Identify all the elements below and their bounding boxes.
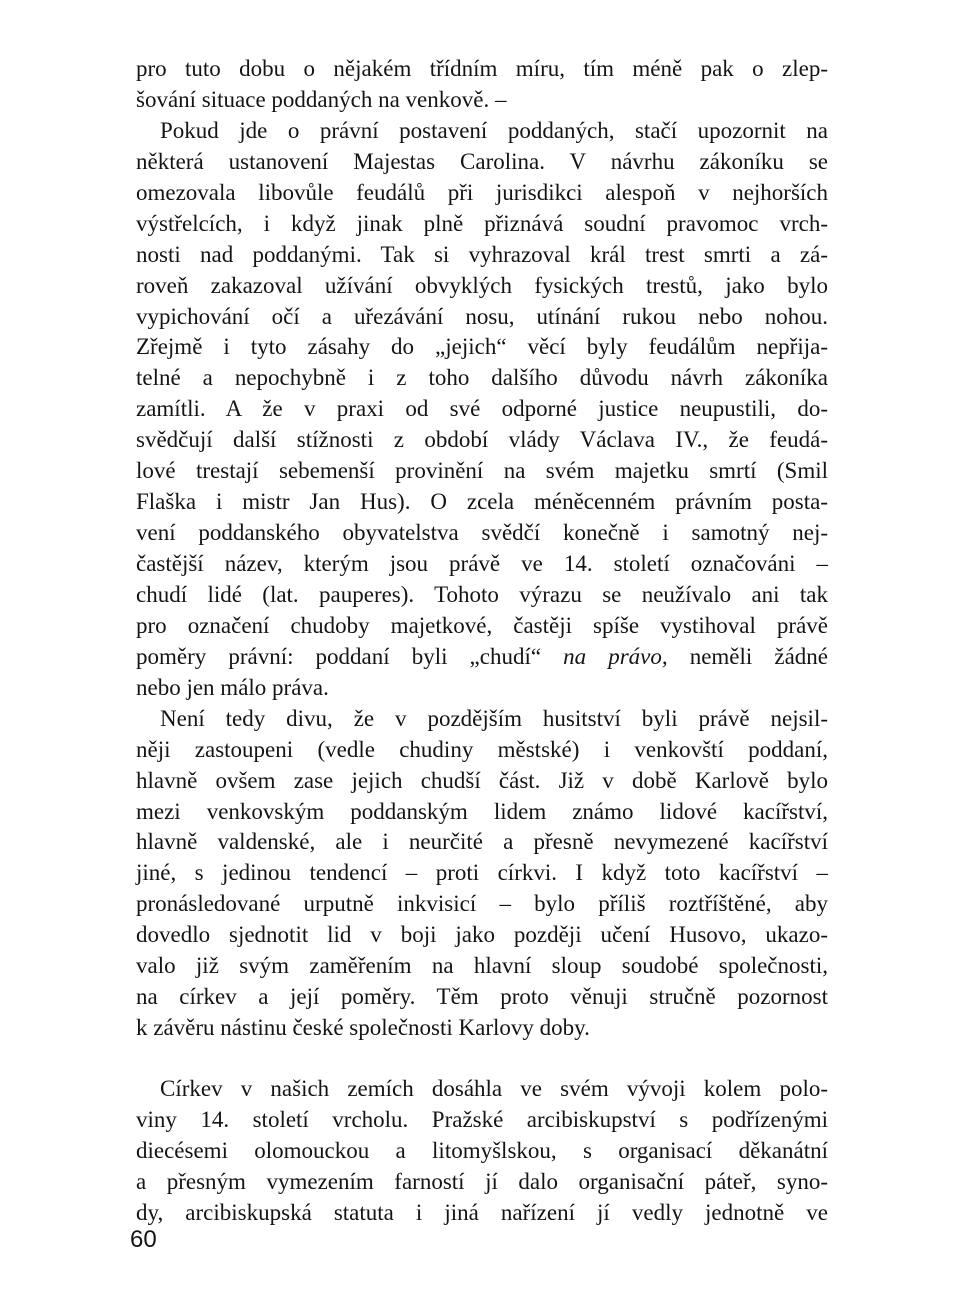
text-line: dy, arcibiskupská statuta i jiná nařízení jí vedly jednotně ve [136,1199,828,1225]
text-line: na církev a její poměry. Těm proto věnuji stručně pozornost [136,984,828,1010]
text-line: častější název, kterým jsou právě ve 14. století označováni – [136,551,828,576]
text-line: vypichování očí a uřezávání nosu, utínání rukou nebo nohou. [136,303,828,329]
text-line: k závěru nástinu české společnosti Karlovy doby. [136,1015,590,1041]
text-line: diecésemi olomouckou a litomyšlskou, s organisací děkanátní [136,1137,828,1163]
text-line: omezovala libovůle feudálů při jurisdikci alespoň v nejhorších [136,179,828,205]
text-line: šování situace poddaných na venkově. – [136,86,507,112]
text-line: telné a nepochybně i z toho dalšího důvodu návrh zákoníka [136,365,828,391]
text-line: viny 14. století vrcholu. Pražské arcibiskupství s podřízenými [136,1106,828,1132]
text-line: roveň zakazoval užívání obvyklých fysických trestů, jako bylo [136,272,828,298]
text-line: svědčují další stížnosti z období vlády Václava IV., že feudá- [136,427,828,453]
section-gap [136,1044,828,1074]
text-line: lové trestají sebemenší provinění na svém majetku smrtí (Smil [136,458,828,484]
text-line: jiné, s jedinou tendencí – proti církvi. I když toto kacířství – [136,860,828,886]
page-body [136,54,828,1229]
text-line: mezi venkovským poddanským lidem známo lidové kacířství, [136,798,828,824]
text-line: Zřejmě i tyto zásahy do „jejich“ věcí byly feudálům nepřija- [136,334,828,360]
text-line: hlavně ovšem zase jejich chudší část. Již v době Karlově bylo [136,767,828,793]
text-line: pro označení chudoby majetkové, častěji spíše vystihoval právě [136,612,828,638]
text-line: dovedlo sjednotit lid v boji jako později učení Husovo, ukazo- [136,922,828,948]
text-line: něji zastoupeni (vedle chudiny městské) i venkovští poddaní, [136,736,828,762]
text-line: nebo jen málo práva. [136,674,329,700]
text-line: pronásledované urputně inkvisicí – bylo příliš roztříštěné, aby [136,891,828,917]
text-line: a přesným vymezením farností jí dalo organisační páteř, syno- [136,1168,828,1194]
text-line: valo již svým zaměřením na hlavní sloup soudobé společnosti, [136,953,828,979]
text-line: Pokud jde o právní postavení poddaných, stačí upozornit na [160,117,828,143]
text-line: Církev v našich zemích dosáhla ve svém vývoji kolem polo- [160,1076,828,1101]
italic-phrase: na právo, [563,643,668,669]
text-line: hlavně valdenské, ale i neurčité a přesně nevymezené kacířství [136,829,828,855]
text-line: nosti nad poddanými. Tak si vyhrazoval král trest smrti a zá- [136,241,828,267]
text-line: vení poddanského obyvatelstva svědčí konečně i samotný nej- [136,520,828,546]
page-number: 60 [130,1226,157,1253]
text-line: zamítli. A že v praxi od své odporné justice neupustili, do- [136,396,828,422]
text-line: chudí lidé (lat. pauperes). Tohoto výrazu se neužívalo ani tak [136,581,828,607]
text-line: některá ustanovení Majestas Carolina. V návrhu zákoníku se [136,148,828,174]
text-line: Flaška i mistr Jan Hus). O zcela méněcenném právním posta- [136,489,828,515]
text-line: výstřelcích, i když jinak plně přiznává soudní pravomoc vrch- [136,210,828,236]
text-line-with-italic: poměry právní: poddaní byli „chudí“ na právo, neměli žádné [136,643,828,669]
text-line: pro tuto dobu o nějakém třídním míru, tím méně pak o zlep- [136,56,828,81]
text-line: Není tedy divu, že v pozdějším husitství byli právě nejsil- [160,705,828,731]
